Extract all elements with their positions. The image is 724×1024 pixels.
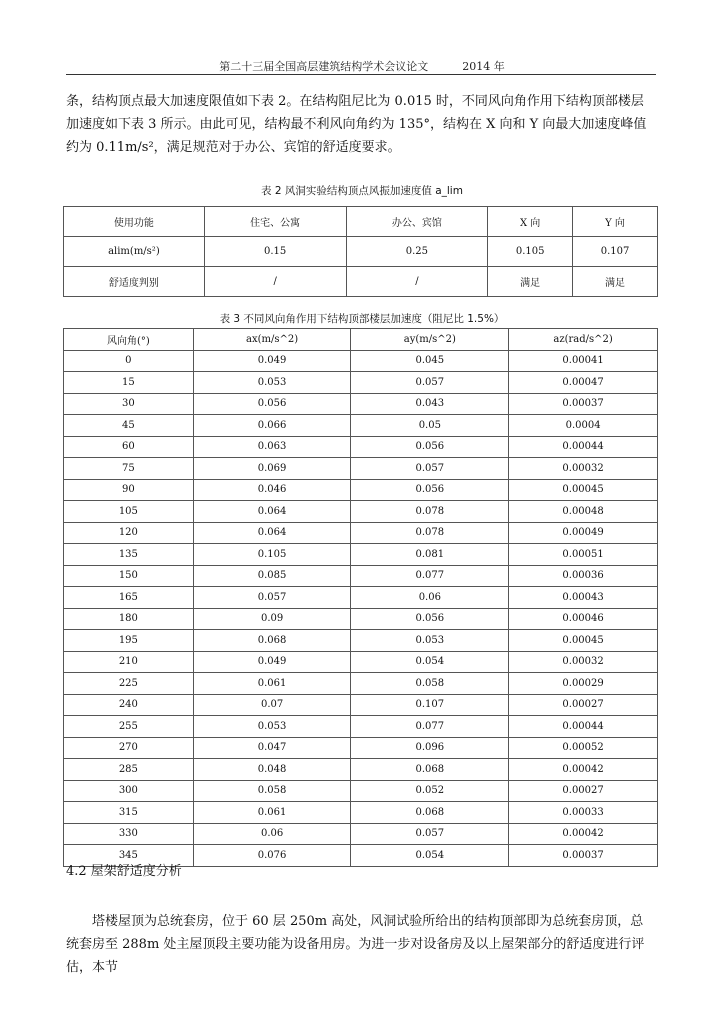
- table-cell: 0.064: [193, 522, 351, 544]
- table-cell: 0.105: [193, 544, 351, 566]
- table-cell: 0.00029: [509, 673, 658, 695]
- table-row: [64, 587, 658, 609]
- table-cell: 0.076: [193, 845, 351, 867]
- table-cell: 0.061: [193, 673, 351, 695]
- table-cell: 0.043: [351, 393, 509, 415]
- table-cell: 0.058: [193, 780, 351, 802]
- table-cell: Y 向: [573, 207, 658, 237]
- table-row: [64, 458, 658, 480]
- table-row: [64, 207, 658, 237]
- table-cell: 0.056: [193, 393, 351, 415]
- table-cell: 0.00032: [509, 651, 658, 673]
- table-row: [64, 694, 658, 716]
- table-cell: 0.00041: [509, 350, 658, 372]
- table-cell: 60: [64, 436, 194, 458]
- table-cell: 330: [64, 823, 194, 845]
- table-cell: 0.081: [351, 544, 509, 566]
- table-cell: 0.00046: [509, 608, 658, 630]
- table-cell: 345: [64, 845, 194, 867]
- table-cell: 150: [64, 565, 194, 587]
- table-cell: 0.00042: [509, 823, 658, 845]
- table-cell: 0.00049: [509, 522, 658, 544]
- table-cell: 0.047: [193, 737, 351, 759]
- table-cell: 0: [64, 350, 194, 372]
- table-cell: 0.048: [193, 759, 351, 781]
- table-cell: 45: [64, 415, 194, 437]
- header-rule: [66, 74, 656, 75]
- table-cell: 0.057: [193, 587, 351, 609]
- table-cell: 0.078: [351, 522, 509, 544]
- table-cell: 0.057: [351, 458, 509, 480]
- table-row: [64, 544, 658, 566]
- table-row: [64, 267, 658, 297]
- table-cell: 0.00042: [509, 759, 658, 781]
- table3: [63, 328, 658, 867]
- table-row: [64, 651, 658, 673]
- table-cell: 0.068: [351, 759, 509, 781]
- table-cell: 0.053: [193, 372, 351, 394]
- table-cell: 0.066: [193, 415, 351, 437]
- table-cell: 风向角(°): [64, 329, 194, 351]
- table-cell: 165: [64, 587, 194, 609]
- table-row: [64, 716, 658, 738]
- table-cell: 195: [64, 630, 194, 652]
- table-cell: 0.077: [351, 565, 509, 587]
- header-title: 第二十三届全国高层建筑结构学术会议论文: [219, 60, 429, 73]
- table-cell: 105: [64, 501, 194, 523]
- table-row: [64, 759, 658, 781]
- table-row: [64, 393, 658, 415]
- table-cell: 180: [64, 608, 194, 630]
- table-row: [64, 436, 658, 458]
- table-cell: 0.07: [193, 694, 351, 716]
- table-cell: 0.056: [351, 436, 509, 458]
- table-cell: /: [346, 267, 488, 297]
- table2: [63, 206, 658, 297]
- table-cell: 办公、宾馆: [346, 207, 488, 237]
- table-cell: 0.061: [193, 802, 351, 824]
- table-cell: 255: [64, 716, 194, 738]
- header-year: 2014 年: [462, 60, 505, 73]
- table-cell: 0.052: [351, 780, 509, 802]
- table-cell: 0.105: [488, 237, 573, 267]
- table-cell: 0.00048: [509, 501, 658, 523]
- table-cell: 300: [64, 780, 194, 802]
- table-cell: 0.25: [346, 237, 488, 267]
- table-cell: 0.085: [193, 565, 351, 587]
- table-cell: X 向: [488, 207, 573, 237]
- table-cell: 0.06: [193, 823, 351, 845]
- table-cell: 285: [64, 759, 194, 781]
- table-cell: 240: [64, 694, 194, 716]
- table-cell: ay(m/s^2): [351, 329, 509, 351]
- table-cell: 120: [64, 522, 194, 544]
- table-cell: 0.054: [351, 651, 509, 673]
- table-cell: 0.056: [351, 608, 509, 630]
- table-cell: 0.057: [351, 372, 509, 394]
- table-row: [64, 522, 658, 544]
- table-cell: 0.049: [193, 651, 351, 673]
- table-cell: 225: [64, 673, 194, 695]
- table-cell: 0.15: [204, 237, 346, 267]
- table-cell: 210: [64, 651, 194, 673]
- table-cell: 15: [64, 372, 194, 394]
- table-cell: 0.06: [351, 587, 509, 609]
- table-cell: 0.056: [351, 479, 509, 501]
- table-cell: 0.00044: [509, 716, 658, 738]
- table-cell: 0.069: [193, 458, 351, 480]
- table-cell: 0.00037: [509, 845, 658, 867]
- table-cell: 75: [64, 458, 194, 480]
- table-cell: 0.049: [193, 350, 351, 372]
- table-row: [64, 479, 658, 501]
- table-row: [64, 780, 658, 802]
- table-row: [64, 350, 658, 372]
- table-cell: 舒适度判别: [64, 267, 205, 297]
- table-cell: 0.068: [351, 802, 509, 824]
- table-cell: 0.054: [351, 845, 509, 867]
- table-cell: 0.00032: [509, 458, 658, 480]
- table-cell: 315: [64, 802, 194, 824]
- table-cell: 0.00027: [509, 694, 658, 716]
- table-row: [64, 823, 658, 845]
- table-cell: 0.00037: [509, 393, 658, 415]
- table-cell: 使用功能: [64, 207, 205, 237]
- table-cell: alim(m/s²): [64, 237, 205, 267]
- table-cell: 135: [64, 544, 194, 566]
- table-cell: 0.107: [573, 237, 658, 267]
- table-row: [64, 673, 658, 695]
- table-cell: 0.05: [351, 415, 509, 437]
- table-header-row: [64, 329, 658, 351]
- table-cell: 0.107: [351, 694, 509, 716]
- table-cell: 0.00027: [509, 780, 658, 802]
- table-cell: 0.068: [193, 630, 351, 652]
- table-cell: 0.0004: [509, 415, 658, 437]
- table-cell: /: [204, 267, 346, 297]
- table-cell: 0.064: [193, 501, 351, 523]
- table-cell: 0.096: [351, 737, 509, 759]
- table-cell: 0.077: [351, 716, 509, 738]
- table-cell: 0.053: [351, 630, 509, 652]
- table-row: [64, 565, 658, 587]
- table3-caption: 表 3 不同风向角作用下结构顶部楼层加速度（阻尼比 1.5%）: [219, 313, 505, 325]
- table-cell: 0.057: [351, 823, 509, 845]
- table-row: [64, 415, 658, 437]
- table-cell: ax(m/s^2): [193, 329, 351, 351]
- table-cell: 0.00045: [509, 630, 658, 652]
- table-cell: 0.063: [193, 436, 351, 458]
- paragraph-roof: 塔楼屋顶为总统套房，位于 60 层 250m 高处，风洞试验所给出的结构顶部即为总统套房顶，总统套房至 288m 处主屋顶段主要功能为设备用房。为进一步对设备房及以上屋架部分的舒适度进行评估，本节: [66, 914, 645, 975]
- table-cell: 0.078: [351, 501, 509, 523]
- table-cell: 0.00051: [509, 544, 658, 566]
- table-cell: 90: [64, 479, 194, 501]
- table-row: [64, 501, 658, 523]
- table-cell: 0.00045: [509, 479, 658, 501]
- table-row: [64, 737, 658, 759]
- table-cell: az(rad/s^2): [509, 329, 658, 351]
- table-cell: 0.00036: [509, 565, 658, 587]
- table-cell: 0.00043: [509, 587, 658, 609]
- table-cell: 270: [64, 737, 194, 759]
- table-row: [64, 630, 658, 652]
- table-cell: 30: [64, 393, 194, 415]
- table-row: [64, 237, 658, 267]
- table-cell: 满足: [488, 267, 573, 297]
- table-cell: 0.045: [351, 350, 509, 372]
- table-row: [64, 802, 658, 824]
- table-cell: 满足: [573, 267, 658, 297]
- table-cell: 0.00033: [509, 802, 658, 824]
- table-row: [64, 372, 658, 394]
- table-cell: 0.00044: [509, 436, 658, 458]
- table-cell: 0.00047: [509, 372, 658, 394]
- table-cell: 0.058: [351, 673, 509, 695]
- running-header: [0, 58, 724, 74]
- table-cell: 0.00052: [509, 737, 658, 759]
- section-heading: 4.2 屋架舒适度分析: [66, 864, 182, 879]
- table-cell: 0.09: [193, 608, 351, 630]
- table-cell: 住宅、公寓: [204, 207, 346, 237]
- table-cell: 0.046: [193, 479, 351, 501]
- table-row: [64, 608, 658, 630]
- table-cell: 0.053: [193, 716, 351, 738]
- table2-caption: 表 2 风洞实验结构顶点风振加速度值 a_lim: [261, 185, 463, 197]
- paragraph-intro: 条，结构顶点最大加速度限值如下表 2。在结构阻尼比为 0.015 时，不同风向角作用下结构顶部楼层加速度如下表 3 所示。由此可见，结构最不利风向角约为 135°，结构在 X 向和 Y 向最大加速度峰值约为 0.11m/s²，满足规范对于办公、宾馆的舒适度要求。: [66, 94, 647, 155]
